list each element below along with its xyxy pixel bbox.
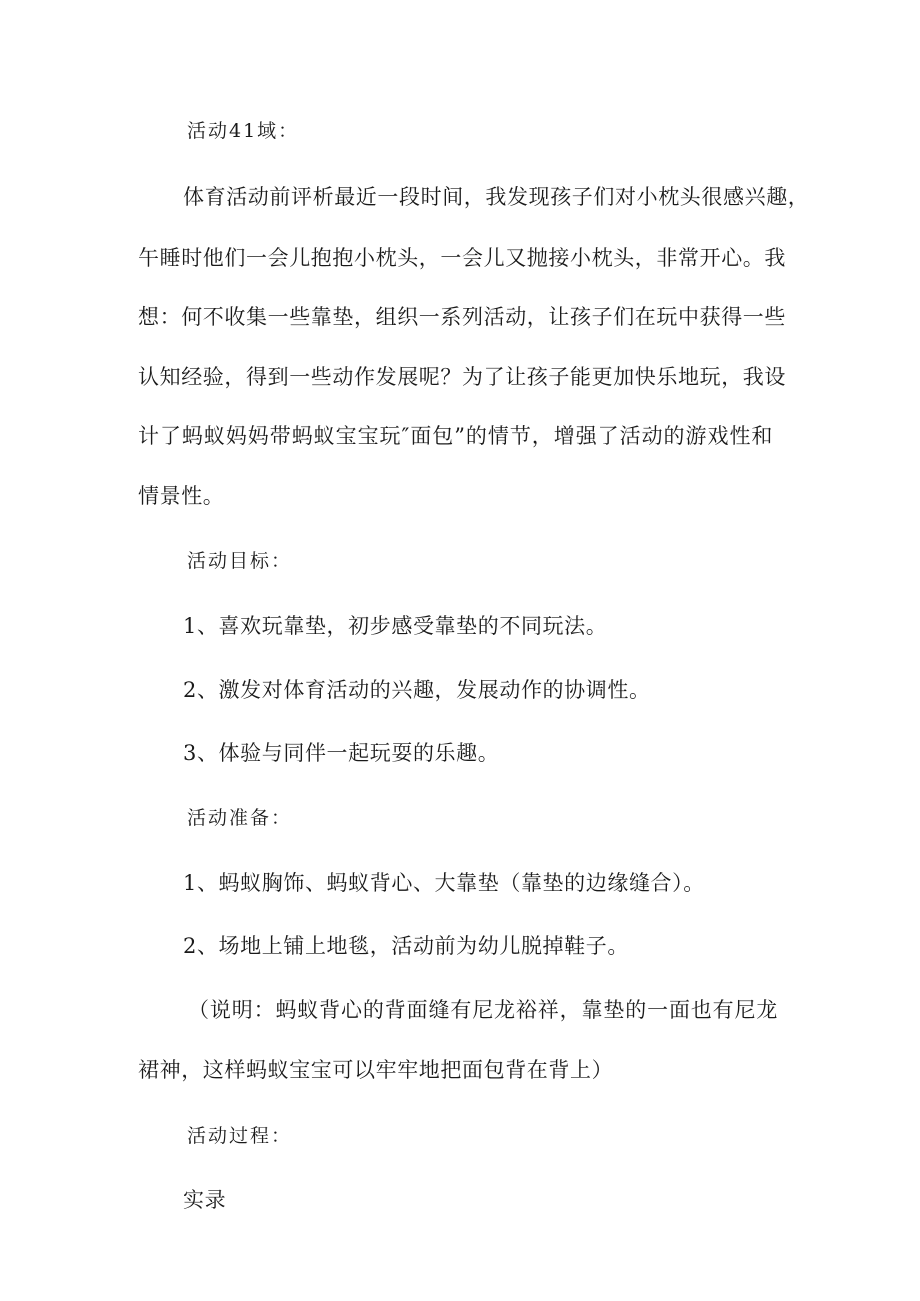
section-domain-heading: 活动41域： bbox=[187, 120, 300, 142]
prep-heading: 活动准备： bbox=[187, 807, 293, 829]
prep-item-2: 2、场地上铺上地毯，活动前为幼儿脱掉鞋子。 bbox=[183, 934, 629, 958]
intro-line-5: 计了蚂蚁妈妈带蚂蚁宝宝玩″面包”的情节，增强了活动的游戏性和 bbox=[138, 424, 773, 448]
intro-line-3: 想：何不收集一些靠垫，组织一系列活动，让孩子们在玩中获得一些 bbox=[138, 305, 786, 329]
record-label: 实录 bbox=[183, 1188, 227, 1212]
goal-item-1: 1、喜欢玩靠垫，初步感受靠垫的不同玩法。 bbox=[183, 614, 608, 638]
goals-heading: 活动目标： bbox=[187, 550, 293, 572]
prep-item-1: 1、蚂蚁胸饰、蚂蚁背心、大靠垫（靠垫的边缘缝合）。 bbox=[183, 871, 705, 895]
intro-line-2: 午睡时他们一会儿抱抱小枕头，一会儿又抛接小枕头，非常开心。我 bbox=[138, 246, 786, 270]
goal-item-2: 2、激发对体育活动的兴趣，发展动作的协调性。 bbox=[183, 678, 651, 702]
intro-line-4: 认知经验，得到一些动作发展呢？为了让孩子能更加快乐地玩，我设 bbox=[138, 365, 786, 389]
note-line-2: 裙神，这样蚂蚁宝宝可以牢牢地把面包背在背上） bbox=[138, 1058, 614, 1082]
intro-line-1: 体育活动前评析最近一段时间，我发现孩子们对小枕头很感兴趣， bbox=[183, 185, 810, 209]
intro-line-6: 情景性。 bbox=[138, 484, 225, 508]
note-line-1: （说明：蚂蚁背心的背面缝有尼龙裕祥，靠垫的一面也有尼龙 bbox=[188, 998, 778, 1022]
process-heading: 活动过程： bbox=[187, 1125, 293, 1147]
goal-item-3: 3、体验与同伴一起玩耍的乐趣。 bbox=[183, 741, 500, 765]
